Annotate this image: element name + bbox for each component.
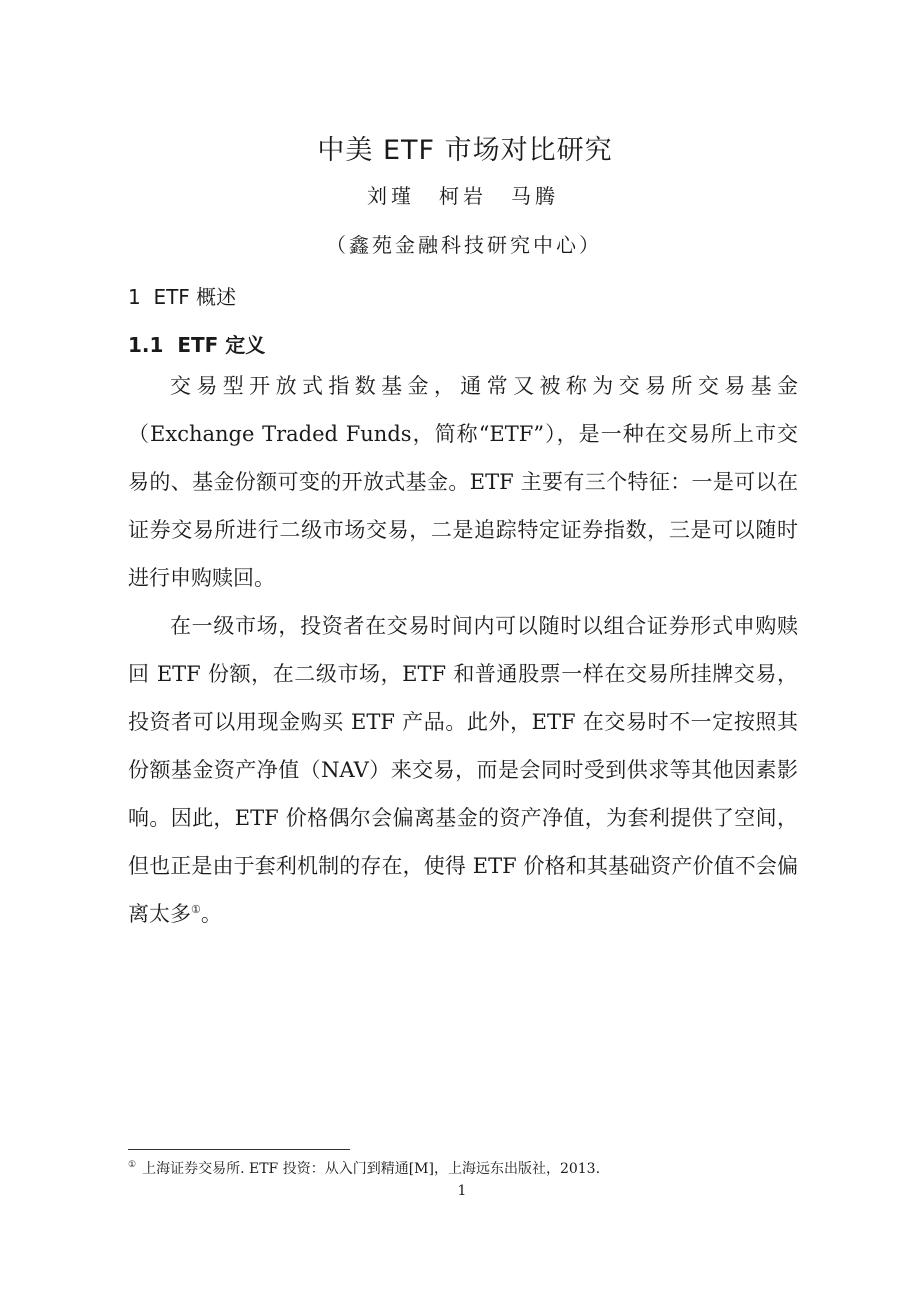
affiliation: （鑫苑金融科技研究中心） <box>326 233 602 257</box>
section-heading: 1 ETF 概述 <box>128 285 237 309</box>
subsection-heading: 1.1 ETF 定义 <box>128 333 266 357</box>
footnote-divider <box>128 1149 350 1150</box>
page-number: 1 <box>457 1183 467 1199</box>
footnote-text: 上海证券交易所. ETF 投资：从入门到精通[M]，上海远东出版社，2013. <box>142 1161 601 1177</box>
paragraph-markets-text: 在一级市场，投资者在交易时间内可以随时以组合证券形式申购赎回 ETF 份额，在二级市场，ETF 和普通股票一样在交易所挂牌交易，投资者可以用现金购买 ETF 产品。此外，ETF 在交易时不一定按照其份额基金资产净值（NAV）来交易，而是会同时受到供求等其他因素影响。因此，ETF 价格偶尔会偏离基金的资产净值，为套利提供了空间，但也正是由于套利机制的存在，使得 ETF 价格和其基础资产价值不会偏离太多 <box>128 614 798 926</box>
authors: 刘瑾 柯岩 马腾 <box>367 184 559 208</box>
paragraph-definition: 交易型开放式指数基金，通常又被称为交易所交易基金（Exchange Traded Funds，简称“ETF”），是一种在交易所上市交易的、基金份额可变的开放式基金。ETF 主要有三个特征：一是可以在证券交易所进行二级市场交易，二是追踪特定证券指数，三是可以随时进行申购赎回。 <box>128 374 798 590</box>
paragraph-markets-end: 。 <box>200 902 222 926</box>
footnote-mark: ① <box>128 1160 137 1171</box>
document-title: 中美 ETF 市场对比研究 <box>317 135 613 166</box>
paragraph-markets <box>128 602 798 938</box>
footnote <box>128 1158 600 1178</box>
footnote-reference[interactable]: ① <box>191 903 201 916</box>
